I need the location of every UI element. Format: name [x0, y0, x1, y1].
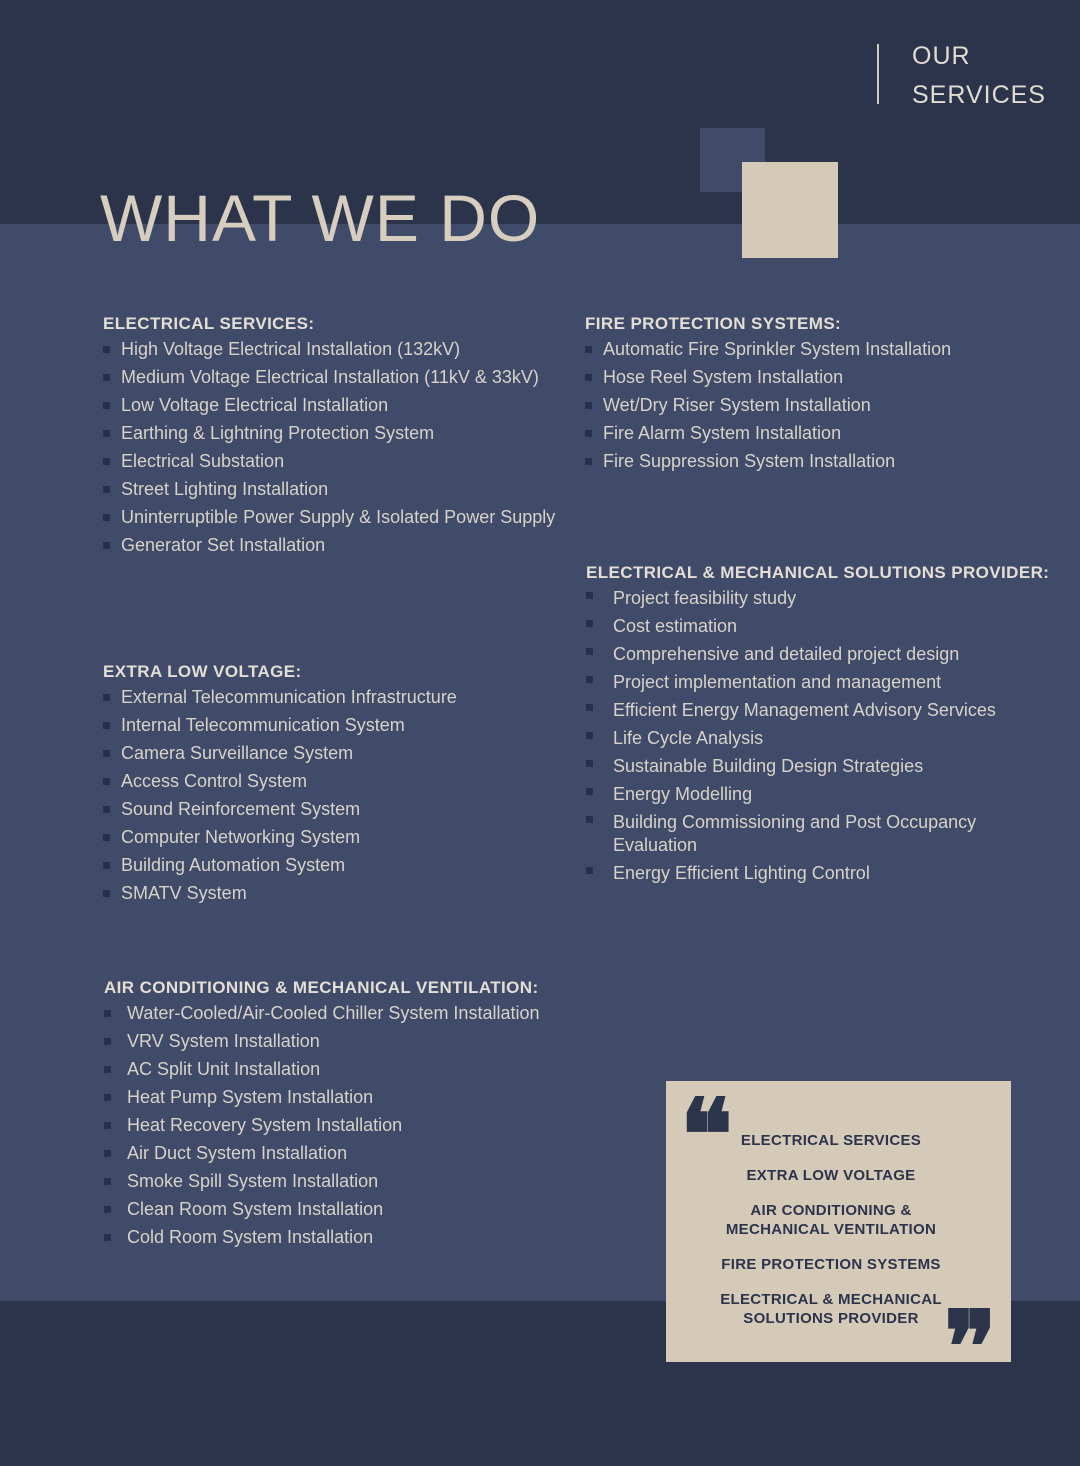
- list-item: [103, 714, 573, 737]
- square-bullet-icon: [586, 648, 593, 655]
- section-fire-protection: [585, 310, 1045, 478]
- list-item-text: Electrical Substation: [121, 451, 285, 471]
- square-bullet-icon: [586, 676, 593, 683]
- square-bullet-icon: [103, 402, 110, 409]
- list-item: [103, 478, 573, 501]
- square-bullet-icon: [103, 346, 110, 353]
- service-list: [103, 338, 573, 557]
- square-bullet-icon: [586, 788, 593, 795]
- square-bullet-icon: [104, 1010, 111, 1017]
- list-item-text: Clean Room System Installation: [127, 1199, 384, 1219]
- list-item-text: Internal Telecommunication System: [121, 715, 405, 735]
- square-bullet-icon: [586, 867, 593, 874]
- square-bullet-icon: [104, 1066, 111, 1073]
- list-item-text: Project feasibility study: [613, 588, 797, 608]
- list-item: [586, 587, 1056, 610]
- list-item: [585, 394, 1045, 417]
- list-item-text: Water-Cooled/Air-Cooled Chiller System Installation: [127, 1003, 540, 1023]
- list-item: [103, 534, 573, 557]
- service-list: [104, 1002, 604, 1249]
- list-item: [586, 811, 1056, 857]
- section-heading: ELECTRICAL & MECHANICAL SOLUTIONS PROVIDER:: [586, 563, 1050, 582]
- section-extra-low-voltage: [103, 658, 573, 910]
- section-heading: AIR CONDITIONING & MECHANICAL VENTILATION:: [104, 978, 539, 997]
- list-item: [103, 854, 573, 877]
- list-item: [586, 727, 1056, 750]
- square-bullet-icon: [585, 430, 592, 437]
- list-item-text: Building Commissioning and Post Occupancy Evaluation: [613, 812, 977, 855]
- list-item: [103, 742, 573, 765]
- summary-item: ELECTRICAL SERVICES: [740, 1132, 922, 1149]
- list-item-text: Street Lighting Installation: [121, 479, 329, 499]
- square-bullet-icon: [104, 1178, 111, 1185]
- list-item-text: Energy Efficient Lighting Control: [613, 863, 870, 883]
- list-item: [586, 755, 1056, 778]
- list-item-text: Heat Pump System Installation: [127, 1087, 374, 1107]
- list-item-text: Wet/Dry Riser System Installation: [603, 395, 871, 415]
- list-item-text: Comprehensive and detailed project design: [613, 644, 960, 664]
- square-bullet-icon: [586, 592, 593, 599]
- square-bullet-icon: [104, 1038, 111, 1045]
- section-electrical-services: [103, 310, 573, 562]
- list-item: [103, 338, 573, 361]
- summary-item: ELECTRICAL & MECHANICAL SOLUTIONS PROVIDER: [720, 1291, 942, 1327]
- square-bullet-icon: [586, 704, 593, 711]
- list-item-text: Automatic Fire Sprinkler System Installation: [603, 339, 952, 359]
- list-item: [103, 506, 573, 529]
- square-bullet-icon: [104, 1234, 111, 1241]
- square-bullet-icon: [585, 458, 592, 465]
- section-air-conditioning: [104, 974, 604, 1254]
- square-bullet-icon: [103, 890, 110, 897]
- list-item: [103, 394, 573, 417]
- summary-item: EXTRA LOW VOLTAGE: [746, 1167, 916, 1184]
- list-item: [104, 1198, 604, 1221]
- list-item: [104, 1170, 604, 1193]
- square-bullet-icon: [103, 514, 110, 521]
- square-bullet-icon: [103, 750, 110, 757]
- list-item: [104, 1086, 604, 1109]
- list-item-text: Cold Room System Installation: [127, 1227, 374, 1247]
- list-item-text: Earthing & Lightning Protection System: [121, 423, 435, 443]
- list-item: [586, 862, 1056, 885]
- header-line-2: SERVICES: [912, 81, 1046, 109]
- list-item-text: Medium Voltage Electrical Installation (11kV & 33kV): [121, 367, 539, 387]
- list-item: [103, 798, 573, 821]
- list-item: [103, 882, 573, 905]
- close-quote-icon: ❞: [944, 1290, 997, 1405]
- list-item: [585, 366, 1045, 389]
- summary-item: AIR CONDITIONING & MECHANICAL VENTILATION: [725, 1202, 937, 1238]
- square-bullet-icon: [103, 458, 110, 465]
- list-item-text: External Telecommunication Infrastructure: [121, 687, 457, 707]
- square-bullet-icon: [103, 542, 110, 549]
- list-item-text: Fire Suppression System Installation: [603, 451, 896, 471]
- square-bullet-icon: [585, 374, 592, 381]
- header-divider: [877, 44, 879, 104]
- list-item: [104, 1142, 604, 1165]
- list-item-text: AC Split Unit Installation: [127, 1059, 321, 1079]
- list-item: [586, 699, 1056, 722]
- list-item: [104, 1226, 604, 1249]
- header-label: [912, 37, 1046, 115]
- list-item-text: Access Control System: [121, 771, 308, 791]
- list-item: [104, 1030, 604, 1053]
- list-item-text: Cost estimation: [613, 616, 738, 636]
- list-item-text: Project implementation and management: [613, 672, 942, 692]
- list-item: [104, 1058, 604, 1081]
- summary-quote-box: [666, 1078, 1011, 1405]
- list-item: [103, 826, 573, 849]
- summary-item: FIRE PROTECTION SYSTEMS: [721, 1256, 941, 1273]
- square-bullet-icon: [103, 778, 110, 785]
- square-bullet-icon: [104, 1094, 111, 1101]
- list-item-text: Fire Alarm System Installation: [603, 423, 842, 443]
- list-item: [585, 450, 1045, 473]
- list-item-text: Hose Reel System Installation: [603, 367, 844, 387]
- list-item: [103, 686, 573, 709]
- list-item: [586, 643, 1056, 666]
- list-item-text: Air Duct System Installation: [127, 1143, 348, 1163]
- square-bullet-icon: [104, 1150, 111, 1157]
- list-item: [585, 422, 1045, 445]
- square-bullet-icon: [103, 862, 110, 869]
- page-title: WHAT WE DO: [100, 181, 541, 255]
- square-bullet-icon: [103, 486, 110, 493]
- section-heading: FIRE PROTECTION SYSTEMS:: [585, 314, 842, 333]
- list-item-text: SMATV System: [121, 883, 247, 903]
- list-item-text: Camera Surveillance System: [121, 743, 354, 763]
- square-bullet-icon: [103, 694, 110, 701]
- service-list: [103, 686, 573, 905]
- square-bullet-icon: [586, 732, 593, 739]
- list-item-text: High Voltage Electrical Installation (132kV): [121, 339, 461, 359]
- list-item: [586, 615, 1056, 638]
- square-bullet-icon: [103, 722, 110, 729]
- section-heading: EXTRA LOW VOLTAGE:: [103, 662, 302, 681]
- list-item-text: Computer Networking System: [121, 827, 361, 847]
- list-item: [103, 770, 573, 793]
- list-item-text: Low Voltage Electrical Installation: [121, 395, 389, 415]
- summary-list: [696, 1131, 966, 1344]
- list-item-text: Sustainable Building Design Strategies: [613, 756, 924, 776]
- list-item-text: Heat Recovery System Installation: [127, 1115, 403, 1135]
- list-item: [586, 671, 1056, 694]
- list-item: [103, 450, 573, 473]
- list-item-text: Smoke Spill System Installation: [127, 1171, 379, 1191]
- square-bullet-icon: [103, 430, 110, 437]
- list-item: [104, 1002, 604, 1025]
- list-item: [103, 422, 573, 445]
- square-bullet-icon: [585, 346, 592, 353]
- list-item-text: Uninterruptible Power Supply & Isolated Power Supply: [121, 507, 556, 527]
- list-item-text: Building Automation System: [121, 855, 346, 875]
- list-item: [104, 1114, 604, 1137]
- list-item-text: Energy Modelling: [613, 784, 753, 804]
- list-item-text: VRV System Installation: [127, 1031, 320, 1051]
- decorative-square-light: [742, 162, 838, 258]
- open-quote-icon: ❝: [680, 1078, 733, 1193]
- list-item: [103, 366, 573, 389]
- service-list: [586, 587, 1056, 885]
- list-item: [585, 338, 1045, 361]
- header-line-1: OUR: [912, 42, 971, 70]
- square-bullet-icon: [586, 760, 593, 767]
- square-bullet-icon: [103, 834, 110, 841]
- service-list: [585, 338, 1045, 473]
- square-bullet-icon: [585, 402, 592, 409]
- list-item-text: Life Cycle Analysis: [613, 728, 764, 748]
- square-bullet-icon: [104, 1122, 111, 1129]
- list-item-text: Efficient Energy Management Advisory Services: [613, 700, 996, 720]
- list-item-text: Generator Set Installation: [121, 535, 326, 555]
- section-em-solutions: [586, 559, 1056, 890]
- square-bullet-icon: [586, 816, 593, 823]
- square-bullet-icon: [103, 806, 110, 813]
- square-bullet-icon: [103, 374, 110, 381]
- square-bullet-icon: [104, 1206, 111, 1213]
- section-heading: ELECTRICAL SERVICES:: [103, 314, 315, 333]
- list-item-text: Sound Reinforcement System: [121, 799, 361, 819]
- list-item: [586, 783, 1056, 806]
- square-bullet-icon: [586, 620, 593, 627]
